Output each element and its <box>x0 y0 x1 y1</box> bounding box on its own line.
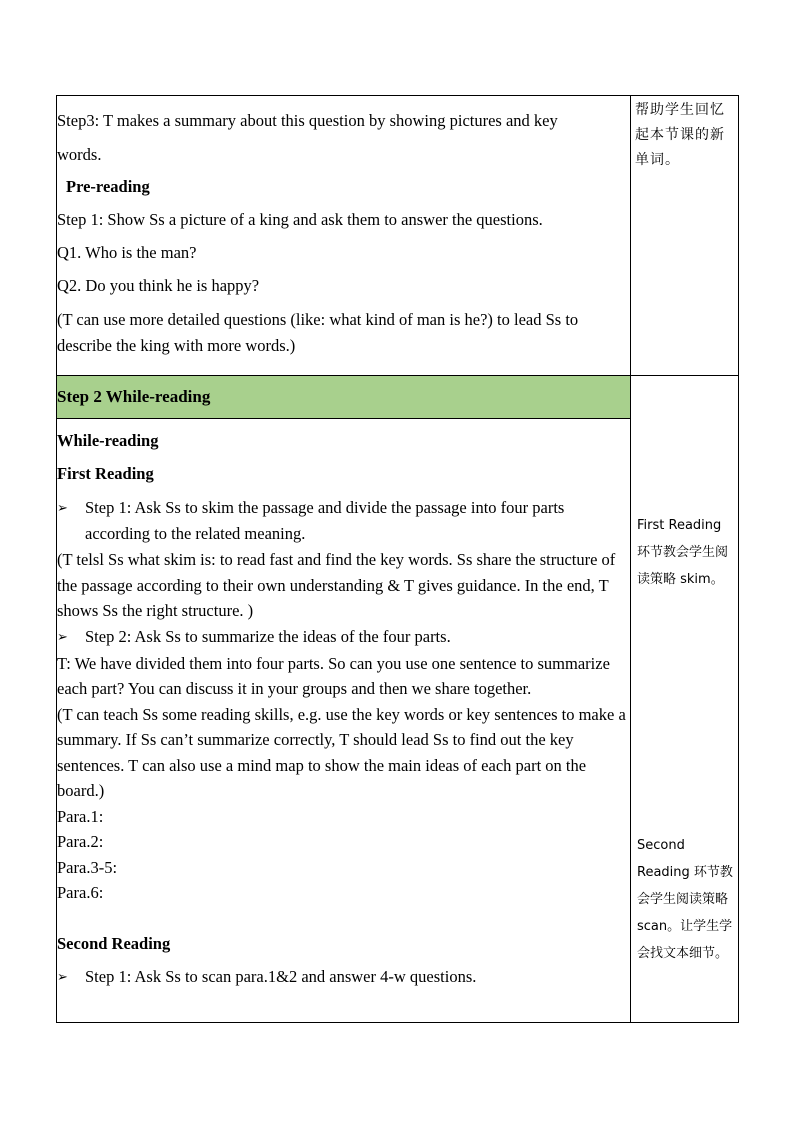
step1-teacher-note: (T telsl Ss what skim is: to read fast and find the key words. Ss share the structure of the passage according to their own understanding & T gives guidance. In the end, T shows Ss the right structure. ) <box>57 550 616 620</box>
pre-reading-step1: Step 1: Show Ss a picture of a king and ask them to answer the questions. <box>57 210 543 229</box>
arrow-bullet-icon: ➢ <box>57 969 68 985</box>
arrow-bullet-icon: ➢ <box>57 629 68 645</box>
step2-teacher-note: (T can teach Ss some reading skills, e.g. use the key words or key sentences to make a summary. If Ss can’t summarize correctly, T should lead Ss to find out the key sentences. T can also use a mind map to show the main ideas of each part on the board.) <box>57 704 626 800</box>
while-reading-heading: While-reading <box>57 431 159 450</box>
para-label: Para.3-5: <box>57 857 118 877</box>
question-2: Q2. Do you think he is happy? <box>57 276 260 295</box>
procedure-cell <box>57 96 631 376</box>
first-reading-note: First Reading 环节教会学生阅读策略 skim。 <box>637 518 729 587</box>
first-reading-step1: Step 1: Ask Ss to skim the passage and divide the passage into four parts according to the related meaning. <box>85 498 565 543</box>
table-row <box>57 96 739 376</box>
step3-summary: Step3: T makes a summary about this question by showing pictures and key words. <box>57 111 558 164</box>
para-label: Para.1: <box>57 806 104 826</box>
note-cell <box>631 376 739 1023</box>
question-1: Q1. Who is the man? <box>57 243 197 262</box>
list-item <box>57 624 630 651</box>
note-cell <box>631 96 739 376</box>
arrow-bullet-icon: ➢ <box>57 501 68 516</box>
lesson-plan-table <box>56 95 739 1023</box>
spacer <box>57 906 630 930</box>
list-item <box>57 495 630 547</box>
second-reading-heading: Second Reading <box>57 933 171 953</box>
first-reading-step2: Step 2: Ask Ss to summarize the ideas of the four parts. <box>85 626 451 646</box>
first-reading-heading: First Reading <box>57 464 154 483</box>
teacher-tip: (T can use more detailed questions (like: what kind of man is he?) to lead Ss to describe the king with more words.) <box>57 310 579 355</box>
second-reading-step1: Step 1: Ask Ss to scan para.1&2 and answer 4-w questions. <box>85 966 477 986</box>
pre-reading-heading: Pre-reading <box>66 177 150 196</box>
note-text: 帮助学生回忆起本节课的新单词。 <box>635 102 725 168</box>
second-reading-note: Second Reading 环节教会学生阅读策略 scan。让学生学会找文本细节。 <box>637 838 733 961</box>
step2-teacher-dialogue: T: We have divided them into four parts. So can you use one sentence to summarize each part? You can discuss it in your groups and then we share together. <box>57 653 610 698</box>
para-label: Para.6: <box>57 883 104 902</box>
list-item <box>57 964 630 991</box>
procedure-cell <box>57 419 631 1023</box>
step2-header: Step 2 While-reading <box>57 376 631 419</box>
para-label: Para.2: <box>57 832 104 851</box>
table-row <box>57 376 739 419</box>
